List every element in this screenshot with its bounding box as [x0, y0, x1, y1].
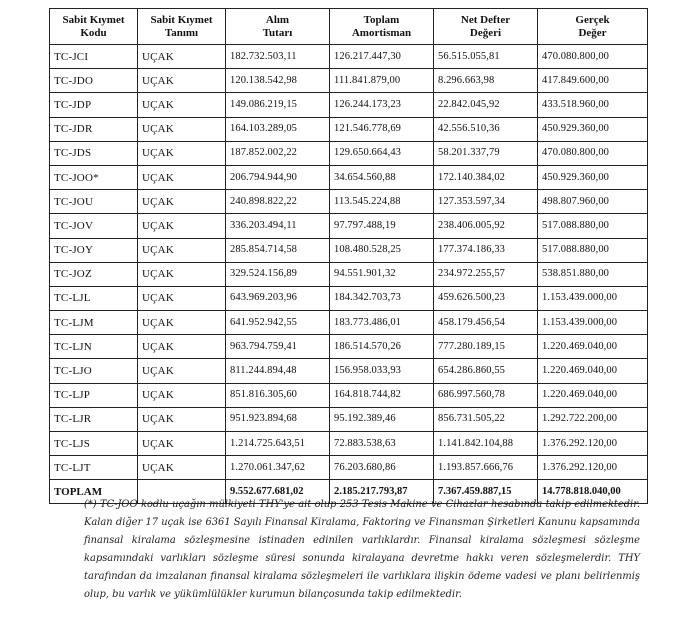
column-header-line: Alım: [265, 13, 290, 26]
table-row: [50, 383, 648, 407]
fair-value-cell: 1.153.439.000,00: [538, 286, 648, 310]
column-header: [330, 9, 434, 45]
net-book-value-cell: 686.997.560,78: [434, 383, 538, 407]
table-row: [50, 432, 648, 456]
table-row: [50, 456, 648, 480]
net-book-value-cell: 238.406.005,92: [434, 214, 538, 238]
purchase-amount-cell: 1.270.061.347,62: [226, 456, 330, 480]
asset-code-cell: TC-LJS: [50, 432, 138, 456]
accumulated-depreciation-cell: 94.551.901,32: [330, 262, 434, 286]
purchase-amount-cell: 336.203.494,11: [226, 214, 330, 238]
table-row: [50, 286, 648, 310]
asset-code-cell: TC-JCI: [50, 45, 138, 69]
purchase-amount-cell: 120.138.542,98: [226, 69, 330, 93]
column-header-line: Amortisman: [351, 26, 412, 39]
column-header-line: Kodu: [80, 26, 107, 39]
column-header: [538, 9, 648, 45]
accumulated-depreciation-cell: 95.192.389,46: [330, 407, 434, 431]
asset-code-cell: TC-LJL: [50, 286, 138, 310]
net-book-value-cell: 127.353.597,34: [434, 190, 538, 214]
net-book-value-cell: 1.193.857.666,76: [434, 456, 538, 480]
purchase-amount-cell: 851.816.305,60: [226, 383, 330, 407]
asset-type-cell: UÇAK: [138, 456, 226, 480]
asset-code-cell: TC-LJM: [50, 311, 138, 335]
column-header-line: Sabit Kıymet: [62, 13, 125, 26]
accumulated-depreciation-cell: 184.342.703,73: [330, 286, 434, 310]
total-net-book-value-cell: 7.367.459.887,15: [434, 480, 538, 504]
table-row: [50, 262, 648, 286]
purchase-amount-cell: 206.794.944,90: [226, 165, 330, 189]
asset-code-cell: TC-JOO*: [50, 165, 138, 189]
table-row: [50, 165, 648, 189]
asset-type-cell: UÇAK: [138, 69, 226, 93]
table-row: [50, 407, 648, 431]
asset-code-cell: TC-LJN: [50, 335, 138, 359]
asset-type-cell: UÇAK: [138, 190, 226, 214]
asset-type-cell: UÇAK: [138, 141, 226, 165]
table-row: [50, 69, 648, 93]
asset-code-cell: TC-JDO: [50, 69, 138, 93]
accumulated-depreciation-cell: 113.545.224,88: [330, 190, 434, 214]
fair-value-cell: 538.851.880,00: [538, 262, 648, 286]
total-purchase-amount-cell: 9.552.677.681,02: [226, 480, 330, 504]
purchase-amount-cell: 149.086.219,15: [226, 93, 330, 117]
accumulated-depreciation-cell: 126.244.173,23: [330, 93, 434, 117]
net-book-value-cell: 777.280.189,15: [434, 335, 538, 359]
asset-code-cell: TC-JOY: [50, 238, 138, 262]
purchase-amount-cell: 811.244.894,48: [226, 359, 330, 383]
net-book-value-cell: 58.201.337,79: [434, 141, 538, 165]
asset-code-cell: TC-LJO: [50, 359, 138, 383]
net-book-value-cell: 234.972.255,57: [434, 262, 538, 286]
table-row: [50, 311, 648, 335]
fair-value-cell: 450.929.360,00: [538, 165, 648, 189]
accumulated-depreciation-cell: 156.958.033,93: [330, 359, 434, 383]
net-book-value-cell: 172.140.384,02: [434, 165, 538, 189]
accumulated-depreciation-cell: 111.841.879,00: [330, 69, 434, 93]
asset-code-cell: TC-JDS: [50, 141, 138, 165]
asset-type-cell: UÇAK: [138, 45, 226, 69]
asset-type-cell: UÇAK: [138, 262, 226, 286]
purchase-amount-cell: 164.103.289,05: [226, 117, 330, 141]
fair-value-cell: 450.929.360,00: [538, 117, 648, 141]
total-fair-value-cell: 14.778.818.040,00: [538, 480, 648, 504]
purchase-amount-cell: 963.794.759,41: [226, 335, 330, 359]
table-row: [50, 359, 648, 383]
column-header-line: Sabit Kıymet: [150, 13, 213, 26]
fixed-assets-table: [49, 8, 648, 504]
asset-type-cell: UÇAK: [138, 335, 226, 359]
accumulated-depreciation-cell: 121.546.778,69: [330, 117, 434, 141]
net-book-value-cell: 56.515.055,81: [434, 45, 538, 69]
net-book-value-cell: 1.141.842.104,88: [434, 432, 538, 456]
asset-code-cell: TC-LJP: [50, 383, 138, 407]
accumulated-depreciation-cell: 129.650.664,43: [330, 141, 434, 165]
accumulated-depreciation-cell: 183.773.486,01: [330, 311, 434, 335]
column-header-line: Değeri: [469, 26, 502, 39]
asset-type-cell: UÇAK: [138, 214, 226, 238]
net-book-value-cell: 856.731.505,22: [434, 407, 538, 431]
net-book-value-cell: 458.179.456,54: [434, 311, 538, 335]
asset-type-cell: UÇAK: [138, 238, 226, 262]
asset-type-cell: UÇAK: [138, 117, 226, 141]
purchase-amount-cell: 951.923.894,68: [226, 407, 330, 431]
header-row: [50, 9, 648, 45]
asset-code-cell: TC-JOU: [50, 190, 138, 214]
asset-type-cell: UÇAK: [138, 93, 226, 117]
accumulated-depreciation-cell: 108.480.528,25: [330, 238, 434, 262]
asset-type-cell: UÇAK: [138, 407, 226, 431]
purchase-amount-cell: 329.524.156,89: [226, 262, 330, 286]
fair-value-cell: 1.220.469.040,00: [538, 335, 648, 359]
net-book-value-cell: 8.296.663,98: [434, 69, 538, 93]
column-header: [138, 9, 226, 45]
fair-value-cell: 1.220.469.040,00: [538, 359, 648, 383]
column-header-line: Tutarı: [262, 26, 293, 39]
purchase-amount-cell: 1.214.725.643,51: [226, 432, 330, 456]
total-accumulated-depreciation-cell: 2.185.217.793,87: [330, 480, 434, 504]
asset-type-cell: UÇAK: [138, 165, 226, 189]
accumulated-depreciation-cell: 126.217.447,30: [330, 45, 434, 69]
column-header: [226, 9, 330, 45]
asset-type-cell: UÇAK: [138, 432, 226, 456]
fair-value-cell: 433.518.960,00: [538, 93, 648, 117]
accumulated-depreciation-cell: 186.514.570,26: [330, 335, 434, 359]
accumulated-depreciation-cell: 97.797.488,19: [330, 214, 434, 238]
table-body: [50, 45, 648, 480]
column-header-line: Net Defter: [460, 13, 511, 26]
fair-value-cell: 517.088.880,00: [538, 214, 648, 238]
purchase-amount-cell: 641.952.942,55: [226, 311, 330, 335]
fair-value-cell: 1.376.292.120,00: [538, 432, 648, 456]
accumulated-depreciation-cell: 164.818.744,82: [330, 383, 434, 407]
table-row: [50, 335, 648, 359]
fair-value-cell: 470.080.800,00: [538, 141, 648, 165]
accumulated-depreciation-cell: 72.883.538,63: [330, 432, 434, 456]
fair-value-cell: 517.088.880,00: [538, 238, 648, 262]
net-book-value-cell: 654.286.860,55: [434, 359, 538, 383]
purchase-amount-cell: 182.732.503,11: [226, 45, 330, 69]
table-row: [50, 190, 648, 214]
purchase-amount-cell: 240.898.822,22: [226, 190, 330, 214]
net-book-value-cell: 459.626.500,23: [434, 286, 538, 310]
asset-code-cell: TC-JDR: [50, 117, 138, 141]
accumulated-depreciation-cell: 76.203.680,86: [330, 456, 434, 480]
net-book-value-cell: 22.842.045,92: [434, 93, 538, 117]
table-row: [50, 117, 648, 141]
asset-code-cell: TC-LJR: [50, 407, 138, 431]
fair-value-cell: 1.376.292.120,00: [538, 456, 648, 480]
table-header: [50, 9, 648, 45]
asset-code-cell: TC-JDP: [50, 93, 138, 117]
asset-code-cell: TC-JOV: [50, 214, 138, 238]
accumulated-depreciation-cell: 34.654.560,88: [330, 165, 434, 189]
asset-type-cell: UÇAK: [138, 286, 226, 310]
column-header: [50, 9, 138, 45]
footnote: (*) TC-JOO kodlu uçağın mülkiyeti THY'ye ait olup 253 Tesis Makine ve Cihazlar hesabında takip edilmektedir. Kalan diğer 17 uçak ise 6361 Sayılı Finansal Kiralama, Faktoring ve Finansman Şirketleri Kanunu kapsamında finansal kiralama sözleşmesine istinaden edinilen varlıklardır. Finansal kiralama sözleşmesi sözleşme kapsamındaki varlıkları sözleşme süresi sonunda kiralayana devretme hakkı veren sözleşmelerdir. THY tarafından da imzalanan finansal kiralama sözleşmeleri ile varlıklara ilişkin ödeme vadesi ve planı belirlenmiş olup, bu varlık ve yükümlülükler kurumun bilançosunda takip edilmektedir.: [84, 499, 640, 600]
asset-code-cell: TC-LJT: [50, 456, 138, 480]
fair-value-cell: 1.220.469.040,00: [538, 383, 648, 407]
table-row: [50, 214, 648, 238]
table-row: [50, 45, 648, 69]
fair-value-cell: 1.292.722.200,00: [538, 407, 648, 431]
asset-code-cell: TC-JOZ: [50, 262, 138, 286]
purchase-amount-cell: 187.852.002,22: [226, 141, 330, 165]
column-header-line: Değer: [578, 26, 607, 39]
table-row: [50, 238, 648, 262]
asset-type-cell: UÇAK: [138, 383, 226, 407]
column-header-line: Toplam: [363, 13, 400, 26]
purchase-amount-cell: 285.854.714,58: [226, 238, 330, 262]
asset-type-cell: UÇAK: [138, 311, 226, 335]
fair-value-cell: 417.849.600,00: [538, 69, 648, 93]
table-row: [50, 93, 648, 117]
purchase-amount-cell: 643.969.203,96: [226, 286, 330, 310]
column-header-line: Tanımı: [164, 26, 199, 39]
net-book-value-cell: 177.374.186,33: [434, 238, 538, 262]
fair-value-cell: 470.080.800,00: [538, 45, 648, 69]
asset-type-cell: UÇAK: [138, 359, 226, 383]
fair-value-cell: 498.807.960,00: [538, 190, 648, 214]
fair-value-cell: 1.153.439.000,00: [538, 311, 648, 335]
total-label: TOPLAM: [50, 480, 138, 504]
table-row: [50, 141, 648, 165]
column-header: [434, 9, 538, 45]
column-header-line: Gerçek: [575, 13, 610, 26]
net-book-value-cell: 42.556.510,36: [434, 117, 538, 141]
